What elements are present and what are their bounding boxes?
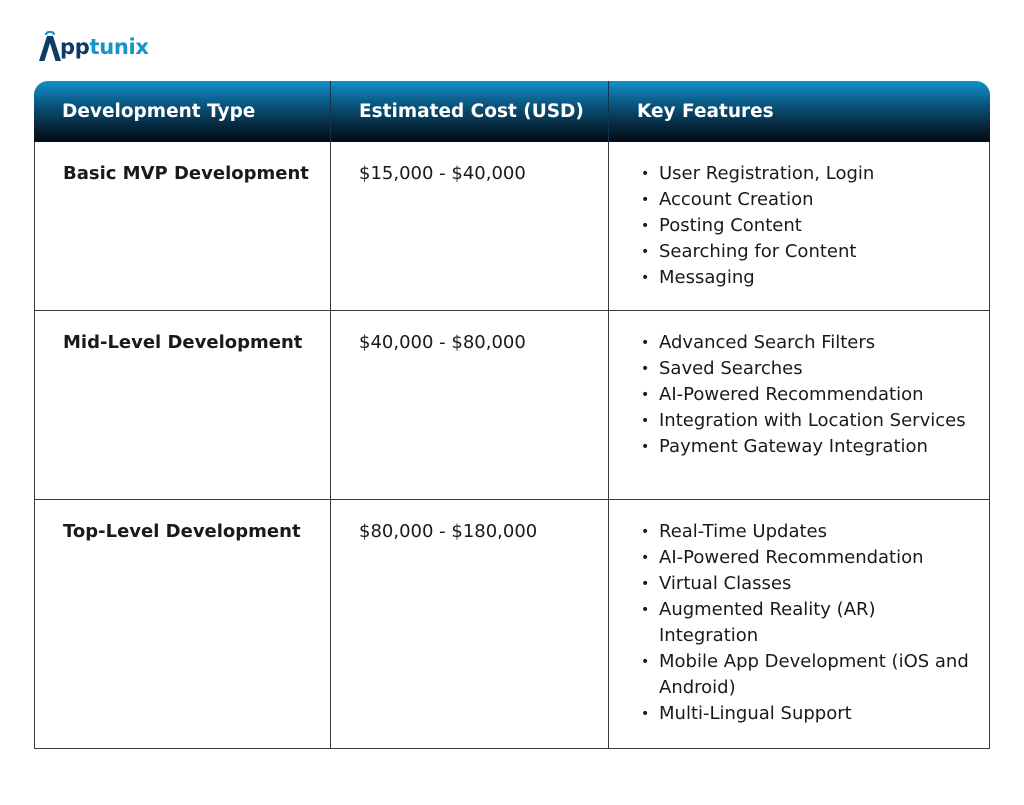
feature-item: • User Registration, Login xyxy=(641,161,969,187)
key-features-cell xyxy=(608,500,990,749)
key-features-cell xyxy=(608,311,990,500)
logo-wordmark-part1: pp xyxy=(60,34,90,59)
feature-item: • Augmented Reality (AR) Integration xyxy=(641,597,969,649)
cost-table-container xyxy=(34,81,990,749)
development-type-cell: Basic MVP Development xyxy=(34,142,330,311)
feature-list xyxy=(641,519,969,727)
feature-item: • Posting Content xyxy=(641,213,969,239)
table-row xyxy=(34,142,990,311)
development-cost-table xyxy=(34,81,990,749)
feature-item: • Payment Gateway Integration xyxy=(641,434,969,460)
feature-item: • AI-Powered Recommendation xyxy=(641,545,969,571)
header-development-type: Development Type xyxy=(34,81,330,142)
logo-wordmark-part2: tunix xyxy=(89,34,149,59)
feature-item: • Virtual Classes xyxy=(641,571,969,597)
feature-item: • Account Creation xyxy=(641,187,969,213)
apptunix-a-mark-icon xyxy=(36,31,62,63)
feature-item: • Messaging xyxy=(641,265,969,291)
development-type-cell: Mid-Level Development xyxy=(34,311,330,500)
header-estimated-cost: Estimated Cost (USD) xyxy=(330,81,608,142)
logo-wordmark xyxy=(60,34,149,59)
table-row xyxy=(34,311,990,500)
header-key-features: Key Features xyxy=(608,81,990,142)
estimated-cost-cell: $80,000 - $180,000 xyxy=(330,500,608,749)
feature-list xyxy=(641,161,969,291)
feature-item: • Mobile App Development (iOS and Android) xyxy=(641,649,969,701)
development-type-cell: Top-Level Development xyxy=(34,500,330,749)
feature-item: • Saved Searches xyxy=(641,356,969,382)
feature-item: • Searching for Content xyxy=(641,239,969,265)
feature-item: • Advanced Search Filters xyxy=(641,330,969,356)
feature-item: • Real-Time Updates xyxy=(641,519,969,545)
key-features-cell xyxy=(608,142,990,311)
feature-list xyxy=(641,330,969,460)
table-row xyxy=(34,500,990,749)
table-header-row xyxy=(34,81,990,142)
feature-item: • AI-Powered Recommendation xyxy=(641,382,969,408)
apptunix-logo xyxy=(36,30,149,64)
estimated-cost-cell: $15,000 - $40,000 xyxy=(330,142,608,311)
feature-item: • Multi-Lingual Support xyxy=(641,701,969,727)
feature-item: • Integration with Location Services xyxy=(641,408,969,434)
estimated-cost-cell: $40,000 - $80,000 xyxy=(330,311,608,500)
